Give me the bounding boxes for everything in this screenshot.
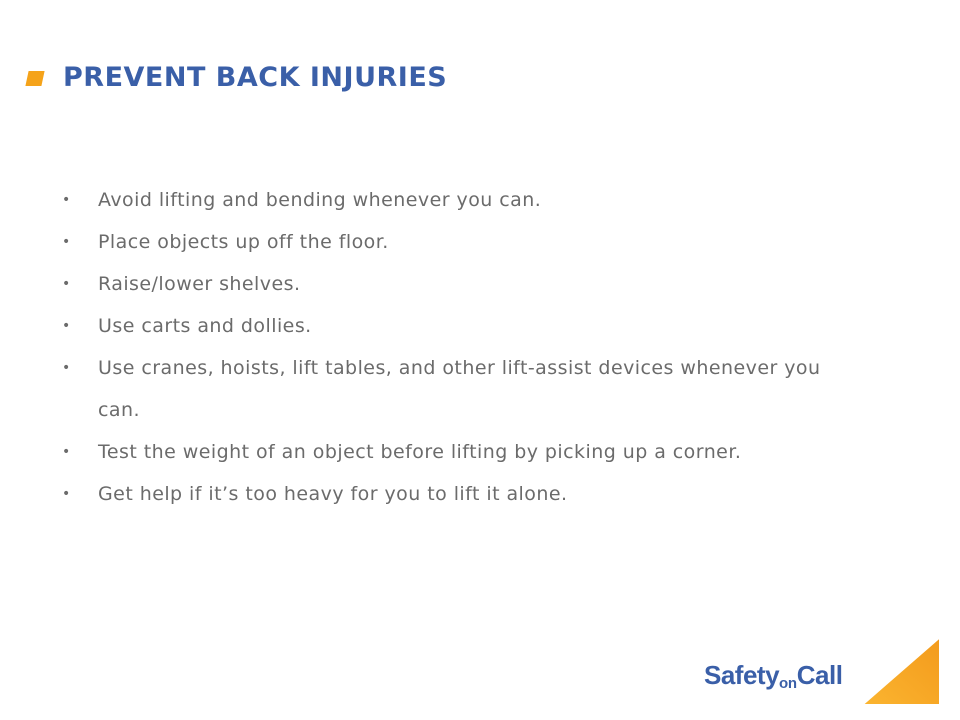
bullet-dot-icon: • [62,276,71,292]
bullet-item [62,305,922,347]
bullet-text: Use carts and dollies. [98,315,312,337]
bullet-text: Get help if it’s too heavy for you to lift it alone. [98,483,568,505]
bullet-text: Raise/lower shelves. [98,273,301,295]
logo-word-safety: Safety [704,660,780,690]
title-accent-marker [25,71,44,86]
bullet-item [62,473,922,515]
bullet-dot-icon: • [62,234,71,250]
corner-triangle-icon [862,637,940,705]
bullet-item [62,347,922,431]
bullet-item [62,179,922,221]
bullet-dot-icon: • [62,318,71,334]
logo-word-call: Call [796,660,843,690]
bullet-dot-icon: • [62,444,71,460]
bullet-item [62,263,922,305]
bullet-text: Avoid lifting and bending whenever you can. [98,189,542,211]
bullet-dot-icon: • [62,360,71,376]
logo-word-on: on [779,675,797,692]
bullet-text: Use cranes, hoists, lift tables, and other lift-assist devices whenever you can. [98,357,821,421]
bullet-dot-icon: • [62,192,71,208]
slide-title: PREVENT BACK INJURIES [63,62,448,93]
bullet-text: Place objects up off the floor. [98,231,389,253]
safety-on-call-logo [704,660,842,691]
bullet-list [62,179,922,515]
bullet-text: Test the weight of an object before lifting by picking up a corner. [98,441,742,463]
bullet-item [62,221,922,263]
bullet-item [62,431,922,473]
bullet-dot-icon: • [62,486,71,502]
